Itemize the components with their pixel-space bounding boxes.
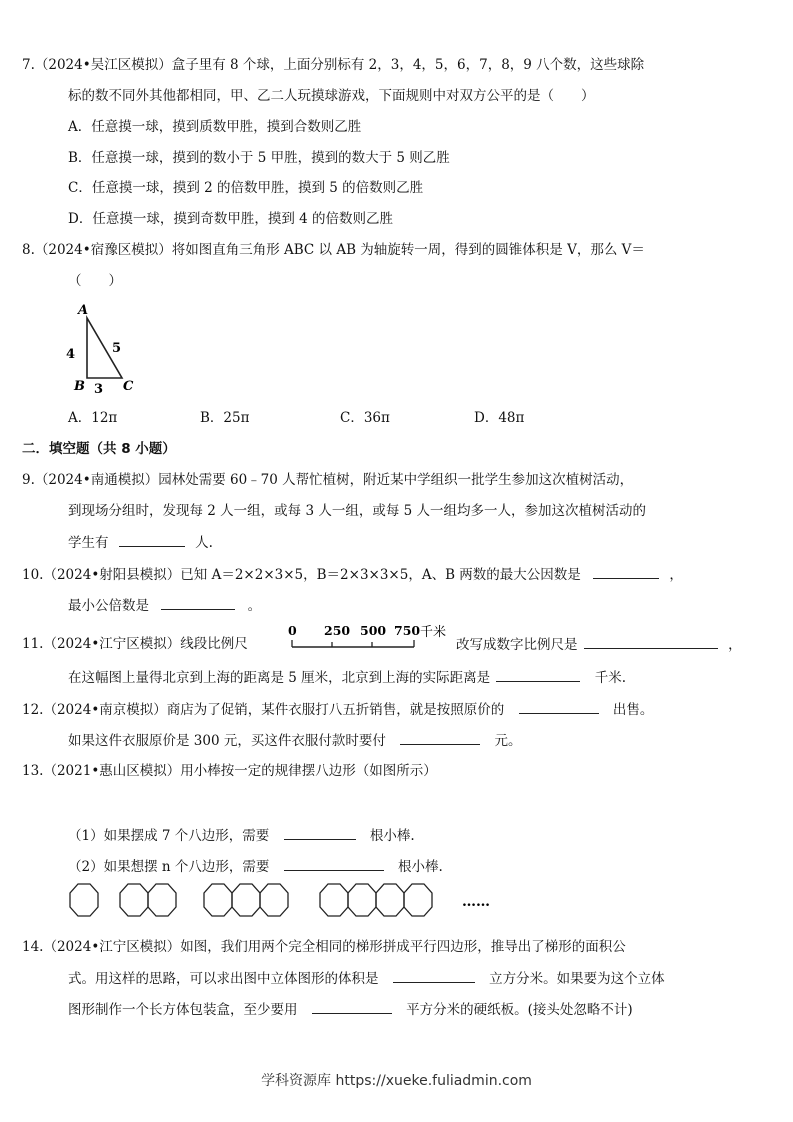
q13-sub2-text-a: （2）如果想摆 n 个八边形，需要 xyxy=(68,859,270,875)
q10-line1-text-a: 10.（2024•射阳县模拟）已知 A＝2×2×3×5，B＝2×3×3×5，A、B 两数的最大公因数是 xyxy=(22,567,581,583)
q7-line1: 7.（2024•吴江区模拟）盒子里有 8 个球，上面分别标有 2，3，4，5，6，7，8，9 八个数，这些球除 xyxy=(22,57,645,73)
q9-line3-text-b: 人. xyxy=(195,535,213,551)
q11-line2-text-a: 在这幅图上量得北京到上海的距离是 5 厘米，北京到上海的实际距离是 xyxy=(68,670,491,686)
q12-line1-text-b: 出售。 xyxy=(612,702,654,718)
q14-line3 xyxy=(68,999,633,1020)
q7-option-b: B．任意摸一球，摸到的数小于 5 甲胜，摸到的数大于 5 则乙胜 xyxy=(68,150,450,166)
q14-line2-text-b: 立方分米。如果要为这个立体 xyxy=(489,971,665,987)
q8-option-b: B．25π xyxy=(200,410,250,426)
octagon xyxy=(120,884,148,916)
page-footer: 学科资源库 https://xueke.fuliadmin.com xyxy=(261,1073,532,1089)
q10-gcd-blank[interactable] xyxy=(593,564,659,579)
vertex-c-label: C xyxy=(123,379,134,394)
octagon xyxy=(348,884,376,916)
line-scale-ruler xyxy=(284,622,456,654)
q12-line2-text-a: 如果这件衣服原价是 300 元，买这件衣服付款时要付 xyxy=(68,733,386,749)
q9-line2: 到现场分组时，发现每 2 人一组，或每 3 人一组，或每 5 人一组均多一人，参加这次植树活动的 xyxy=(68,503,647,519)
q9-line1: 9.（2024•南通模拟）园林处需要 60﹣70 人帮忙植树，附近某中学组织一批学生参加这次植树活动， xyxy=(22,472,634,488)
octagon xyxy=(204,884,232,916)
ruler-tick-label-500: 500 xyxy=(360,623,387,638)
octagon xyxy=(320,884,348,916)
q10-line1 xyxy=(22,564,683,585)
q9-answer-blank[interactable] xyxy=(119,532,185,547)
q13-sub1-text-a: （1）如果摆成 7 个八边形，需要 xyxy=(68,828,270,844)
q10-line2-text-a: 最小公倍数是 xyxy=(68,598,149,614)
ruler-tick-label-250: 250 xyxy=(324,623,351,638)
q8-option-c: C．36π xyxy=(340,410,390,426)
q13-sub1 xyxy=(68,825,415,846)
side-ac-label: 5 xyxy=(112,341,122,356)
octagon xyxy=(404,884,432,916)
q10-line1-text-b: ， xyxy=(669,567,683,583)
q12-percent-blank[interactable] xyxy=(519,699,599,714)
q11-line2-text-b: 千米. xyxy=(594,670,627,686)
q11-line1-suffix xyxy=(456,634,742,655)
octagon xyxy=(376,884,404,916)
q11-distance-blank[interactable] xyxy=(496,667,580,682)
q12-line2 xyxy=(68,730,521,751)
q11-line1-text-c: ， xyxy=(728,637,742,653)
q13-sub2-text-b: 根小棒. xyxy=(397,859,443,875)
section2-title: 二．填空题（共 8 小题） xyxy=(22,441,176,457)
q7-option-a: A．任意摸一球，摸到质数甲胜，摸到合数则乙胜 xyxy=(68,119,362,135)
q8-option-a: A．12π xyxy=(68,410,118,426)
q7-option-c: C．任意摸一球，摸到 2 的倍数甲胜，摸到 5 的倍数则乙胜 xyxy=(68,180,424,196)
q8-option-d: D．48π xyxy=(474,410,525,426)
q12-line2-text-b: 元。 xyxy=(494,733,522,749)
q12-line1 xyxy=(22,699,653,720)
q8-line1: 8.（2024•宿豫区模拟）将如图直角三角形 ABC 以 AB 为轴旋转一周，得到的圆锥体积是 V，那么 V＝ xyxy=(22,242,645,258)
q10-lcm-blank[interactable] xyxy=(161,595,235,610)
q14-line3-text-a: 图形制作一个长方体包装盒，至少要用 xyxy=(68,1002,298,1018)
octagon xyxy=(260,884,288,916)
q13-line1: 13.（2021•惠山区模拟）用小棒按一定的规律摆八边形（如图所示） xyxy=(22,763,437,779)
pattern-ellipsis: …… xyxy=(462,894,490,910)
q8-line2: （ ） xyxy=(68,273,122,289)
side-bc-label: 3 xyxy=(94,382,104,397)
q7-line2: 标的数不同外其他都相同，甲、乙二人玩摸球游戏，下面规则中对双方公平的是（ ） xyxy=(68,88,595,104)
octagon xyxy=(232,884,260,916)
q14-line1: 14.（2024•江宁区模拟）如图，我们用两个完全相同的梯形拼成平行四边形，推导出了梯形的面积公 xyxy=(22,939,626,955)
q13-sub2-blank[interactable] xyxy=(284,856,384,871)
q9-line3 xyxy=(68,532,213,553)
q14-line3-text-b: 平方分米的硬纸板。(接头处忽略不计) xyxy=(406,1002,633,1018)
q7-option-d: D．任意摸一球，摸到奇数甲胜，摸到 4 的倍数则乙胜 xyxy=(68,211,393,227)
q12-payment-blank[interactable] xyxy=(400,730,480,745)
q13-sub1-text-b: 根小棒. xyxy=(369,828,415,844)
q10-line2 xyxy=(68,595,261,616)
octagon-pattern-figure xyxy=(62,880,502,922)
octagon xyxy=(70,884,98,916)
q14-line2-text-a: 式。用这样的思路，可以求出图中立体图形的体积是 xyxy=(68,971,379,987)
q11-scale-blank[interactable] xyxy=(584,634,718,649)
vertex-a-label: A xyxy=(78,303,89,318)
triangle-abc-figure xyxy=(60,298,150,398)
ruler-tick-label-0: 0 xyxy=(288,623,297,638)
q13-sub1-blank[interactable] xyxy=(284,825,356,840)
q13-sub2 xyxy=(68,856,443,877)
q14-volume-blank[interactable] xyxy=(393,968,475,983)
q11-line2 xyxy=(68,667,626,688)
q9-line3-text-a: 学生有 xyxy=(68,535,109,551)
vertex-b-label: B xyxy=(74,379,85,394)
q11-line1-prefix: 11.（2024•江宁区模拟）线段比例尺 xyxy=(22,636,248,652)
q14-line2 xyxy=(68,968,665,989)
q14-cardboard-blank[interactable] xyxy=(312,999,392,1014)
octagon xyxy=(148,884,176,916)
q11-line1-text-b: 改写成数字比例尺是 xyxy=(456,637,578,653)
q10-line2-text-b: 。 xyxy=(247,598,262,614)
q12-line1-text-a: 12.（2024•南京模拟）商店为了促销，某件衣服打八五折销售，就是按照原价的 xyxy=(22,702,505,718)
ruler-tick-label-750: 750 xyxy=(394,623,421,638)
ruler-unit-label: 千米 xyxy=(420,625,447,640)
side-ab-label: 4 xyxy=(66,347,76,362)
